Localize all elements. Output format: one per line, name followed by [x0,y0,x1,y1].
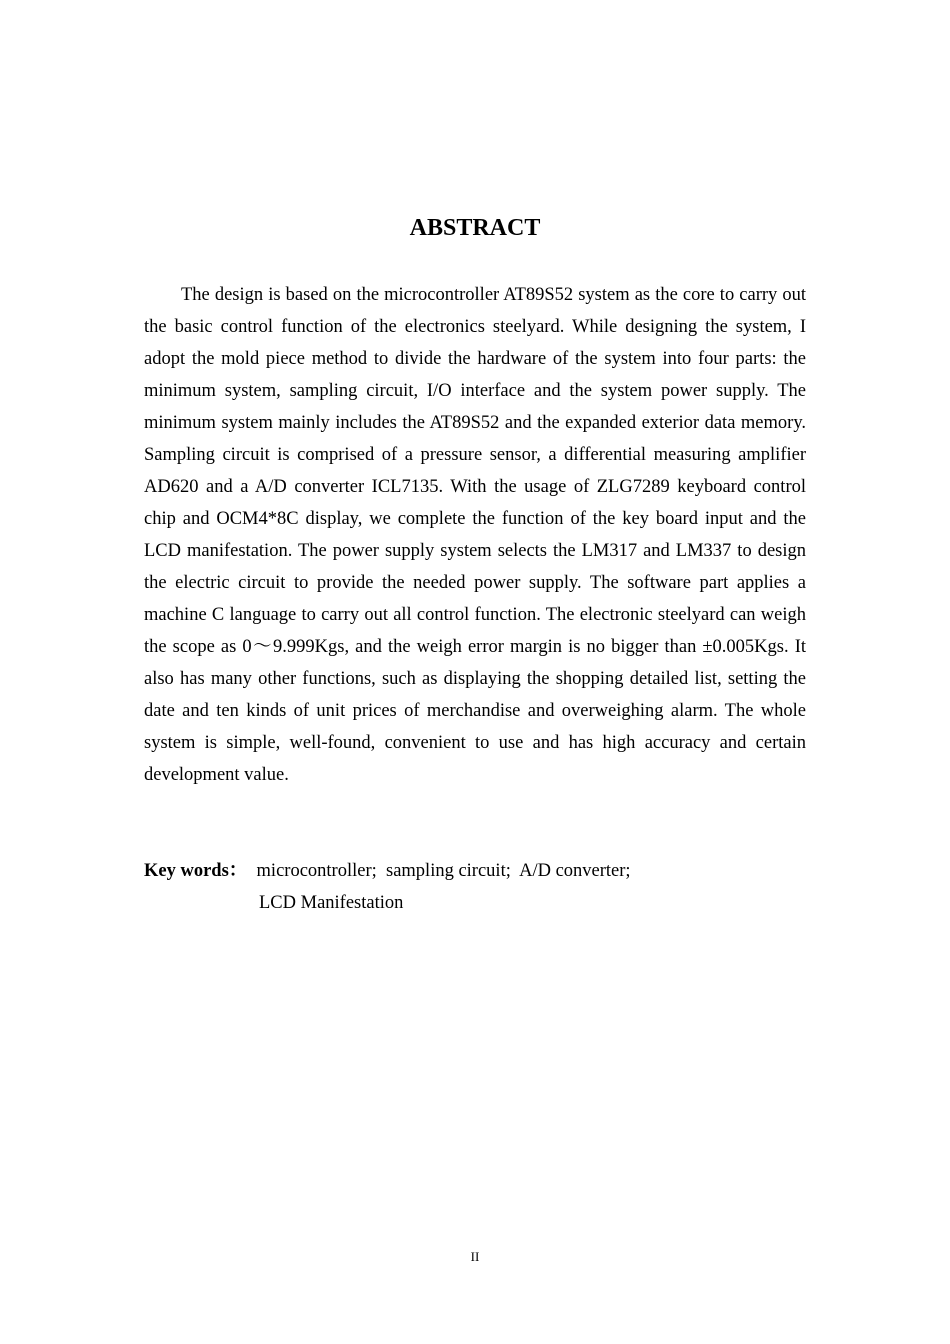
page-number: II [470,1249,480,1264]
keywords-list-1: microcontroller; sampling circuit; A/D converter; [247,861,631,881]
abstract-title: ABSTRACT [409,215,541,241]
keywords-line-2: LCD Manifestation [259,893,404,913]
keywords-section [144,855,806,913]
keywords-label: Key words： [144,861,248,881]
abstract-body: The design is based on the microcontroller AT89S52 system as the core to carry out the basic control function of the electronics steelyard. While designing the system, I adopt the mold piece method to divide the hardware of the system into four parts: the minimum system, sampling circuit, I/O interface and the system power supply. The minimum system mainly includes the AT89S52 and the expanded exterior data memory. Sampling circuit is comprised of a pressure sensor, a differential measuring amplifier AD620 and a A/D converter ICL7135. With the usage of ZLG7289 keyboard control chip and OCM4*8C display, we complete the function of the key board input and the LCD manifestation. The power supply system selects the LM317 and LM337 to design the electric circuit to provide the needed power supply. The software part applies a machine C language to carry out all control function. The electronic steelyard can weigh the scope as 0～9.999Kgs, and the weigh error margin is no bigger than ±0.005Kgs. It also has many other functions, such as displaying the shopping detailed list, setting the date and ten kinds of unit prices of merchandise and overweighing alarm. The whole system is simple, well-found, convenient to use and has high accuracy and certain development value. [144,285,806,785]
keywords-line-1 [144,855,806,887]
